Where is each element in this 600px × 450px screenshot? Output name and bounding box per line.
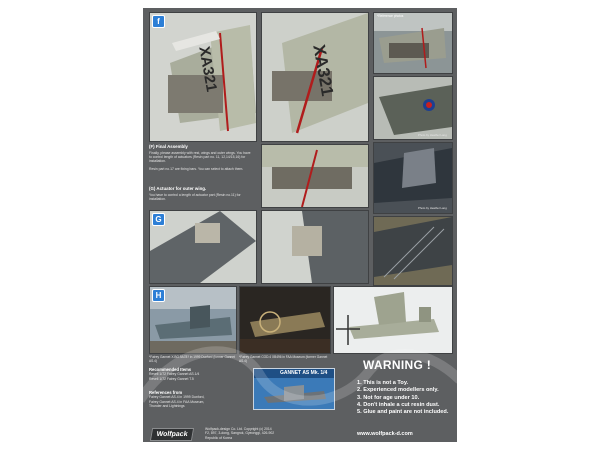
photo-credit-1: Photo by Heather Lang bbox=[418, 133, 447, 137]
section-f-body: Finally, please assembly with rest, wings and outer wings. You have to control length of actuators (Resin part no. 11, 12,14/15,16) for installation. bbox=[149, 151, 251, 164]
section-f-note: Resin part no.17 are fixing bars. You can select to attach them. bbox=[149, 167, 244, 171]
reference-photo-3 bbox=[373, 142, 453, 214]
photo-gannet-faa-museum bbox=[239, 286, 331, 354]
reference-photo-4 bbox=[373, 216, 453, 286]
company-line-3: Republic of Korea bbox=[205, 435, 232, 440]
warning-title: WARNING ! bbox=[363, 358, 432, 372]
badge-h: H bbox=[152, 289, 165, 302]
section-f-title: (F) Final Assembly bbox=[149, 144, 188, 149]
photo-gannet-model-complete bbox=[333, 286, 453, 354]
company-line-1: Wolfpack-design Co. Ltd. Copyright (c) 2014 bbox=[205, 427, 272, 431]
warning-item: 1. This is not a Toy. bbox=[357, 380, 409, 386]
photo-final-assembly-main bbox=[149, 12, 257, 142]
reference-photo-1 bbox=[373, 12, 453, 74]
caption-faa-museum: *Fairey Gannet COD.4 XB496 in FAA Museum (former Gannet AS.4) bbox=[239, 355, 328, 363]
references-item: Fairey Gannet AS.4 in FAA Museum, bbox=[149, 399, 205, 404]
warning-item: 2. Experienced modellers only. bbox=[357, 387, 439, 394]
recommended-block bbox=[149, 368, 249, 381]
section-g-title: (G) Actuator for outer wing. bbox=[149, 186, 207, 191]
instruction-sheet bbox=[143, 8, 457, 442]
caption-duxford: *Fairey Gannet X.BG.9A78? in 1999 Duxford (former Gannet AS.4) bbox=[149, 355, 235, 363]
wolfpack-logo: Wolfpack bbox=[150, 428, 194, 441]
recommended-title: Recommended Items bbox=[149, 367, 192, 372]
box-art-gannet bbox=[253, 368, 335, 410]
references-item: Thunder and Lightnings bbox=[149, 403, 185, 408]
references-title: References from bbox=[149, 390, 183, 395]
reference-photos-label: *Reference photos bbox=[377, 14, 404, 18]
warning-item: 3. Not for age under 10. bbox=[357, 394, 420, 401]
box-art-title: GANNET AS Mk. 1/4 bbox=[280, 370, 328, 376]
badge-g: G bbox=[152, 213, 165, 226]
badge-f: f bbox=[152, 15, 165, 28]
fuselage-code-detail: XA321 bbox=[309, 43, 338, 98]
photo-outer-wing-actuator-2 bbox=[261, 210, 369, 284]
recommended-item: Revell 1/72 Fairey Gannet T.5 bbox=[149, 376, 194, 381]
company-website: www.wolfpack-d.com bbox=[357, 431, 413, 437]
company-address bbox=[205, 427, 355, 440]
references-block bbox=[149, 391, 249, 408]
photo-final-assembly-detail bbox=[261, 12, 369, 142]
section-g-body: You have to control a length of actuator part (Resin no.11) for installation. bbox=[149, 193, 241, 202]
photo-credit-2: Photo by Heather Lang bbox=[418, 206, 447, 210]
reference-photo-2 bbox=[373, 76, 453, 140]
photo-final-assembly-2 bbox=[261, 144, 369, 208]
references-item: Fairey Gannet AS.4 in 1999 Duxford, bbox=[149, 395, 205, 400]
photo-outer-wing-actuator-1 bbox=[149, 210, 257, 284]
company-line-2: F2, 897, 3-dong, Sangrok, Gyeonggi, 426-902 bbox=[205, 431, 275, 436]
recommended-item: Revell 1/72 Fairey Gannet AS.1/4 bbox=[149, 372, 200, 377]
warning-item: 4. Don't inhale a cut resin dust. bbox=[357, 401, 440, 408]
warning-list bbox=[357, 380, 448, 416]
warning-item: 5. Glue and paint are not included. bbox=[357, 409, 449, 416]
fuselage-code-text: XA321 bbox=[195, 45, 220, 94]
